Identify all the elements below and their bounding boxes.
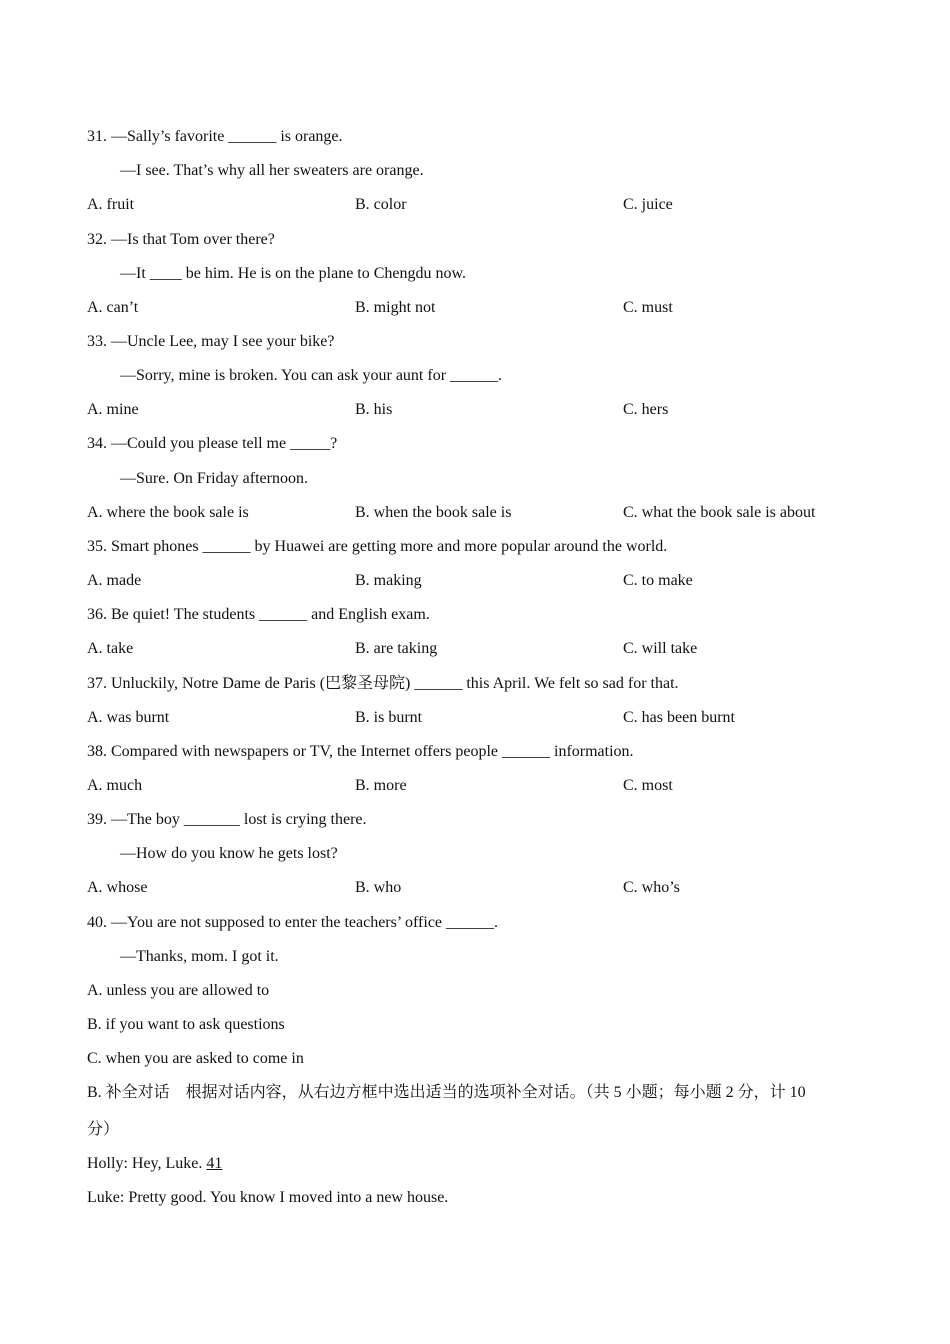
dialogue-line-holly [87, 1154, 222, 1174]
question-33-option-a: A. mine [87, 401, 139, 418]
question-33-option-c: C. hers [623, 401, 669, 418]
question-31-reply: —I see. That’s why all her sweaters are orange. [120, 162, 424, 179]
question-33-option-b: B. his [355, 401, 393, 418]
question-35-stem: 35. Smart phones ______ by Huawei are getting more and more popular around the world. [87, 538, 668, 555]
question-39-reply: —How do you know he gets lost? [120, 845, 338, 862]
question-31-option-b: B. color [355, 196, 407, 213]
question-34-option-c: C. what the book sale is about [623, 504, 816, 521]
question-39-option-b: B. who [355, 879, 402, 896]
question-37-option-a: A. was burnt [87, 709, 170, 726]
question-40-option-c: C. when you are asked to come in [87, 1050, 304, 1067]
question-40-stem: 40. —You are not supposed to enter the teachers’ office ______. [87, 914, 499, 931]
question-32-reply: —It ____ be him. He is on the plane to Chengdu now. [120, 265, 467, 282]
question-36-stem: 36. Be quiet! The students ______ and English exam. [87, 606, 430, 623]
question-37-option-b: B. is burnt [355, 709, 423, 726]
question-38-option-a: A. much [87, 777, 143, 794]
question-38-stem: 38. Compared with newspapers or TV, the Internet offers people ______ information. [87, 743, 634, 760]
question-33-stem: 33. —Uncle Lee, may I see your bike? [87, 333, 335, 350]
question-31-option-c: C. juice [623, 196, 673, 213]
section-b-heading: B. 补全对话 根据对话内容，从右边方框中选出适当的选项补全对话。（共 5 小题；每小题 2 分，计 10 [87, 1084, 806, 1101]
question-35-option-b: B. making [355, 572, 422, 589]
question-31-option-a: A. fruit [87, 196, 135, 213]
question-32-option-b: B. might not [355, 299, 436, 316]
question-39-stem: 39. —The boy _______ lost is crying there. [87, 811, 367, 828]
question-38-option-c: C. most [623, 777, 673, 794]
question-38-option-b: B. more [355, 777, 407, 794]
question-34-option-b: B. when the book sale is [355, 504, 512, 521]
question-34-reply: —Sure. On Friday afternoon. [120, 470, 308, 487]
section-b-heading-cont: 分） [87, 1121, 120, 1138]
question-35-option-c: C. to make [623, 572, 693, 589]
question-32-option-c: C. must [623, 299, 673, 316]
question-40-reply: —Thanks, mom. I got it. [120, 948, 279, 965]
question-37-stem: 37. Unluckily, Notre Dame de Paris (巴黎圣母院) ______ this April. We felt so sad for that. [87, 675, 679, 692]
question-40-option-b: B. if you want to ask questions [87, 1016, 285, 1033]
question-31-stem: 31. —Sally’s favorite ______ is orange. [87, 128, 343, 145]
question-32-option-a: A. can’t [87, 299, 139, 316]
blank-41: 41 [206, 1155, 223, 1172]
question-39-option-a: A. whose [87, 879, 148, 896]
dialogue-speaker-text: Holly: Hey, Luke. [87, 1155, 203, 1172]
question-32-stem: 32. —Is that Tom over there? [87, 231, 275, 248]
question-36-option-c: C. will take [623, 640, 698, 657]
question-36-option-a: A. take [87, 640, 134, 657]
question-34-option-a: A. where the book sale is [87, 504, 249, 521]
question-33-reply: —Sorry, mine is broken. You can ask your aunt for ______. [120, 367, 503, 384]
question-34-stem: 34. —Could you please tell me _____? [87, 435, 338, 452]
dialogue-line-luke: Luke: Pretty good. You know I moved into a new house. [87, 1189, 449, 1206]
question-40-option-a: A. unless you are allowed to [87, 982, 270, 999]
question-37-option-c: C. has been burnt [623, 709, 735, 726]
question-35-option-a: A. made [87, 572, 142, 589]
question-36-option-b: B. are taking [355, 640, 438, 657]
question-39-option-c: C. who’s [623, 879, 680, 896]
